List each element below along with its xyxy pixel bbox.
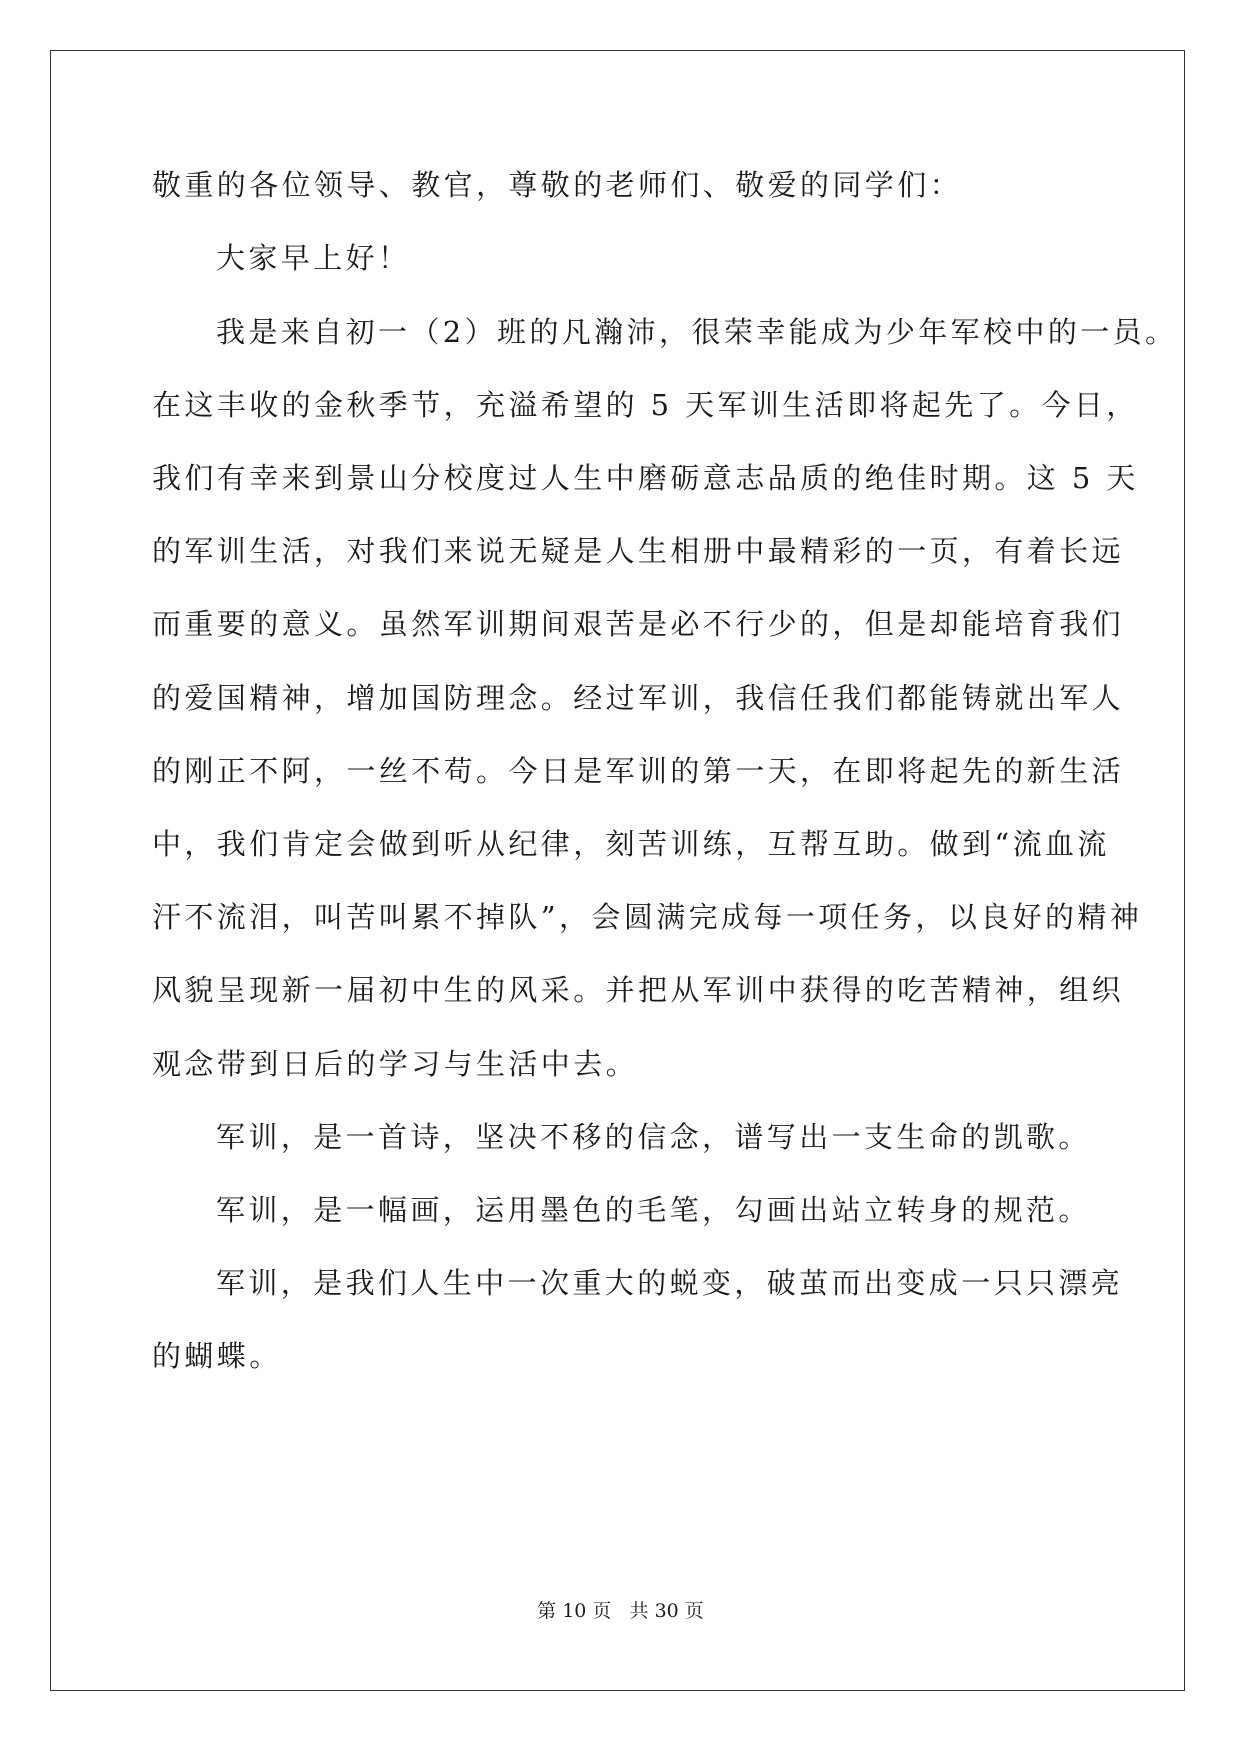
page-border xyxy=(50,50,1185,1691)
page-number: 第 10 页 共 30 页 xyxy=(537,1600,704,1622)
paragraph-line: 的蝴蝶。 xyxy=(152,1339,282,1373)
paragraph-line: 的刚正不阿，一丝不苟。今日是军训的第一天，在即将起先的新生活 xyxy=(152,754,1125,788)
paragraph-line: 我是来自初一（2）班的凡瀚沛，很荣幸能成为少年军校中的一员。 xyxy=(216,315,1178,349)
paragraph-line: 在这丰收的金秋季节，充溢希望的 5 天军训生活即将起先了。今日， xyxy=(152,388,1139,422)
paragraph-line: 风貌呈现新一届初中生的风采。并把从军训中获得的吃苦精神，组织 xyxy=(152,973,1125,1007)
paragraph-line: 的军训生活，对我们来说无疑是人生相册中最精彩的一页，有着长远 xyxy=(152,534,1125,568)
paragraph-line: 军训，是一首诗，坚决不移的信念，谱写出一支生命的凯歌。 xyxy=(216,1120,1091,1154)
salutation-line: 敬重的各位领导、教官，尊敬的老师们、敬爱的同学们： xyxy=(152,168,963,202)
paragraph-line: 军训，是我们人生中一次重大的蜕变，破茧而出变成一只只漂亮 xyxy=(216,1266,1124,1300)
paragraph-line: 中，我们肯定会做到听从纪律，刻苦训练，互帮互助。做到“流血流 xyxy=(152,827,1110,861)
paragraph-line: 的爱国精神，增加国防理念。经过军训，我信任我们都能铸就出军人 xyxy=(152,681,1125,715)
paragraph-line: 军训，是一幅画，运用墨色的毛笔，勾画出站立转身的规范。 xyxy=(216,1193,1091,1227)
paragraph-line: 而重要的意义。虽然军训期间艰苦是必不行少的，但是却能培育我们 xyxy=(152,607,1125,641)
paragraph-line: 我们有幸来到景山分校度过人生中磨砺意志品质的绝佳时期。这 5 天 xyxy=(152,461,1139,495)
paragraph-line: 观念带到日后的学习与生活中去。 xyxy=(152,1047,639,1081)
greeting-line: 大家早上好！ xyxy=(216,241,411,275)
paragraph-line: 汗不流泪，叫苦叫累不掉队”，会圆满完成每一项任务，以良好的精神 xyxy=(152,900,1143,934)
